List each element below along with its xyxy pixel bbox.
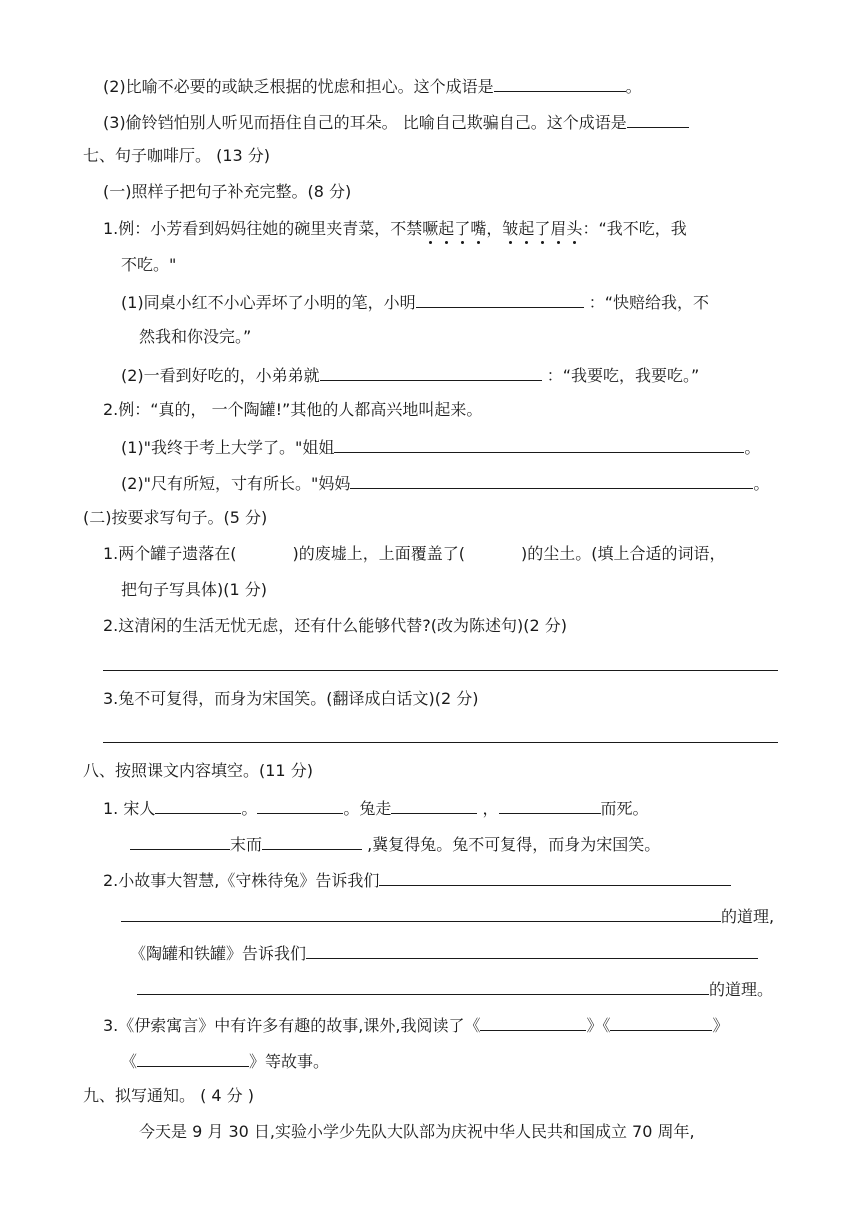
dotted-char: 起	[518, 219, 535, 238]
punctuation: 》《	[586, 1016, 611, 1035]
question-text: 1. 宋人	[103, 799, 156, 818]
example-text: ，	[486, 219, 503, 238]
example-1	[103, 218, 687, 240]
answer-blank[interactable]	[416, 290, 584, 308]
fill-question-2	[103, 868, 731, 892]
punctuation: 。	[744, 438, 761, 457]
book-title-blank[interactable]	[137, 1049, 249, 1067]
answer-blank[interactable]	[379, 868, 731, 886]
example-2: 2.例：“真的， 一个陶罐!”其他的人都高兴地叫起来。	[103, 400, 483, 419]
idiom-question-3	[103, 110, 689, 134]
fill-question-2-line-4	[137, 977, 773, 1001]
rewrite-question-3: 3.兔不可复得，而身为宋国笑。(翻译成白话文)(2 分)	[103, 689, 479, 708]
sentence-1b	[121, 363, 699, 387]
answer-blank[interactable]	[494, 74, 626, 92]
question-text: )的废墟上，上面覆盖了(	[292, 544, 466, 563]
answer-blank[interactable]	[137, 977, 709, 995]
question-text: 而死。	[600, 799, 649, 818]
answer-blank[interactable]	[627, 110, 689, 128]
example-text: 1.例：小芳看到妈妈往她的碗里夹青菜，不禁	[103, 219, 423, 238]
question-text: 》等故事。	[249, 1052, 330, 1071]
answer-blank[interactable]	[155, 796, 241, 814]
fill-question-2-line-2	[121, 904, 774, 928]
question-text: 。兔走	[343, 799, 392, 818]
punctuation: ，	[482, 799, 499, 818]
sentence-2a	[121, 435, 760, 459]
part-2-title: (二)按要求写句子。(5 分)	[83, 508, 268, 527]
answer-line[interactable]	[103, 670, 778, 671]
answer-blank[interactable]	[306, 941, 758, 959]
dotted-char: 头	[566, 219, 583, 238]
dotted-char: 眉	[550, 219, 567, 238]
section-7-title: 七、句子咖啡厅。 (13 分)	[83, 146, 271, 165]
question-text: 末而	[230, 835, 263, 854]
fill-question-1-continuation	[130, 832, 660, 856]
fill-question-3-continuation	[121, 1049, 329, 1073]
answer-blank[interactable]	[257, 796, 343, 814]
answer-blank[interactable]	[334, 435, 744, 453]
question-text: (1)同桌小红不小心弄坏了小明的笔，小明	[121, 293, 416, 312]
question-text: ：“我要吃，我要吃。”	[546, 366, 700, 385]
answer-blank[interactable]	[130, 832, 230, 850]
sentence-2b	[121, 471, 769, 495]
question-text: 的道理,	[721, 907, 775, 926]
book-title-blank[interactable]	[480, 1013, 586, 1031]
question-text: 2.小故事大智慧,《守株待兔》告诉我们	[103, 871, 380, 890]
answer-blank[interactable]	[391, 796, 477, 814]
rewrite-question-2: 2.这清闲的生活无忧无虑，还有什么能够代替?(改为陈述句)(2 分)	[103, 616, 567, 635]
question-text: (2)"尺有所短，寸有所长。"妈妈	[121, 474, 351, 493]
dotted-char: 了	[534, 219, 551, 238]
sentence-1a-continuation: 然我和你没完。”	[139, 327, 252, 346]
rewrite-question-1	[103, 543, 726, 565]
question-text: (2)比喻不必要的或缺乏根据的忧虑和担心。这个成语是	[103, 77, 494, 96]
question-text: )的尘土。(填上合适的词语，	[521, 544, 726, 563]
answer-blank[interactable]	[499, 796, 601, 814]
rewrite-question-1-continuation: 把句子写具体)(1 分)	[121, 580, 267, 599]
punctuation: 》	[712, 1016, 729, 1035]
dotted-char: 噘	[422, 219, 439, 238]
section-9-title: 九、拟写通知。 ( 4 分 )	[83, 1086, 255, 1105]
section-8-title: 八、按照课文内容填空。(11 分)	[83, 761, 313, 780]
punctuation: 。	[241, 799, 258, 818]
idiom-question-2	[103, 74, 642, 98]
question-text: (1)"我终于考上大学了。"姐姐	[121, 438, 335, 457]
fill-question-3	[103, 1013, 728, 1037]
question-text: 《陶罐和铁罐》告诉我们	[130, 944, 307, 963]
question-text: 1.两个罐子遗落在(	[103, 544, 237, 563]
dotted-char: 了	[454, 219, 471, 238]
punctuation: 。	[753, 474, 770, 493]
answer-blank[interactable]	[350, 471, 753, 489]
answer-blank[interactable]	[121, 904, 721, 922]
part-1-title: (一)照样子把句子补充完整。(8 分)	[103, 182, 352, 201]
book-title-blank[interactable]	[610, 1013, 712, 1031]
question-text: 3.《伊索寓言》中有许多有趣的故事,课外,我阅读了《	[103, 1016, 481, 1035]
question-text: ：“快赔给我，不	[588, 293, 710, 312]
dotted-char: 起	[438, 219, 455, 238]
notice-prompt-text: 今天是 9 月 30 日,实验小学少先队大队部为庆祝中华人民共和国成立 70 周年,	[139, 1122, 695, 1141]
dotted-char: 皱	[502, 219, 519, 238]
example-1-continuation: 不吃。"	[121, 255, 177, 274]
question-text: (3)偷铃铛怕别人听见而捂住自己的耳朵。 比喻自己欺骗自己。这个成语是	[103, 113, 627, 132]
answer-blank[interactable]	[262, 832, 362, 850]
answer-blank[interactable]	[320, 363, 542, 381]
sentence-1a	[121, 290, 709, 314]
dotted-char: 嘴	[470, 219, 487, 238]
question-text: 的道理。	[709, 980, 774, 999]
question-text: ,冀复得兔。兔不可复得，而身为宋国笑。	[367, 835, 661, 854]
fill-question-1	[103, 796, 649, 820]
fill-question-2-line-3	[130, 941, 758, 965]
example-text: ：“我不吃，我	[582, 219, 687, 238]
punctuation: 。	[625, 77, 642, 96]
answer-line[interactable]	[103, 742, 778, 743]
punctuation: 《	[121, 1052, 138, 1071]
question-text: (2)一看到好吃的，小弟弟就	[121, 366, 320, 385]
